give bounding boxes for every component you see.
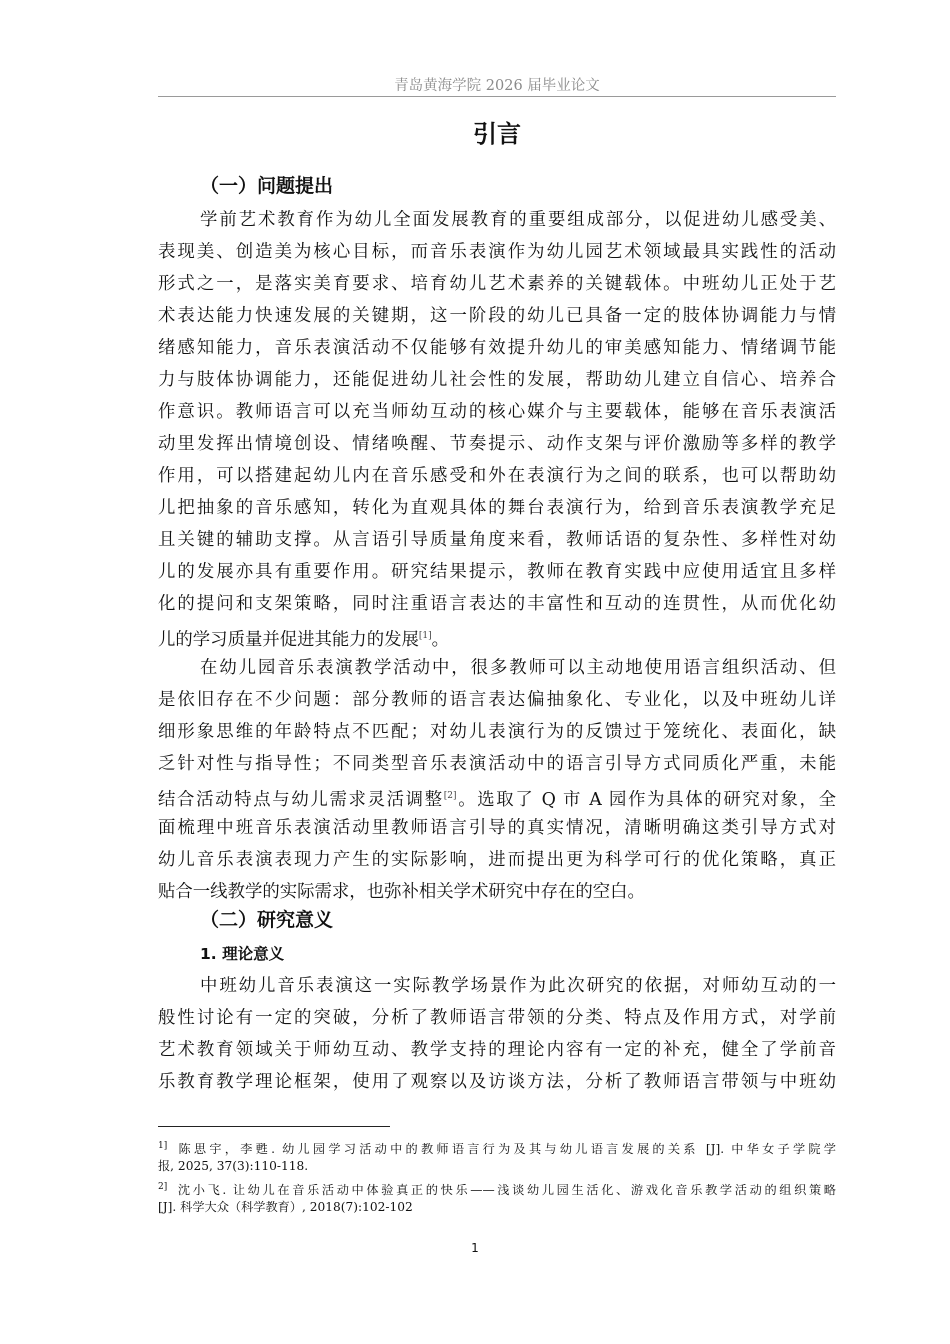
page-title: 引言 (473, 120, 521, 148)
text-line: 且关键的辅助支撑。从言语引导质量角度来看，教师话语的复杂性、多样性对幼 (158, 530, 836, 550)
text-line: 艺术教育领域关于师幼互动、教学支持的理论内容有一定的补充，健全了学前音 (158, 1040, 836, 1060)
text-line: 幼儿音乐表演表现力产生的实际影响，进而提出更为科学可行的优化策略，真正 (158, 850, 836, 870)
text-line: 动里发挥出情境创设、情绪唤醒、节奏提示、动作支架与评价激励等多样的教学 (158, 434, 836, 454)
text-line: 细形象思维的年龄特点不匹配；对幼儿表演行为的反馈过于笼统化、表面化，缺 (158, 722, 836, 742)
text-segment: 结合活动特点与幼儿需求灵活调整 (158, 790, 444, 810)
text-segment: 。选取了 Q 市 A 园作为具体的研究对象，全 (456, 790, 836, 810)
text-segment: 儿的学习质量并促进其能力的发展 (158, 630, 419, 650)
text-line: 在幼儿园音乐表演教学活动中，很多教师可以主动地使用语言组织活动、但 (200, 658, 836, 678)
subsection-heading-theory: 1. 理论意义 (200, 945, 285, 963)
text-line: 乏针对性与指导性；不同类型音乐表演活动中的语言引导方式同质化严重，未能 (158, 754, 836, 774)
footnote-text: 沈小飞. 让幼儿在音乐活动中体验真正的快乐——浅谈幼儿园生活化、游戏化音乐教学活动的组织策略 (175, 1183, 836, 1197)
footnote-divider (158, 1126, 390, 1127)
text-line: 术表达能力快速发展的关键期，这一阶段的幼儿已具备一定的肢体协调能力与情 (158, 306, 836, 326)
citation-2[interactable]: [2] (443, 791, 457, 801)
text-line: 形式之一，是落实美育要求、培育幼儿艺术素养的关键载体。中班幼儿正处于艺 (158, 274, 836, 294)
header-text: 青岛黄海学院 2026 届毕业论文 (394, 78, 600, 94)
text-line: 乐教育教学理论框架，使用了观察以及访谈方法，分析了教师语言带领与中班幼 (158, 1072, 836, 1092)
section-heading-problem: （一）问题提出 (200, 175, 334, 197)
citation-1[interactable]: [1] (418, 631, 432, 641)
footnote-mark: 2] (158, 1182, 168, 1192)
text-line: 化的提问和支架策略，同时注重语言表达的丰富性和互动的连贯性，从而优化幼 (158, 594, 836, 614)
text-line (158, 620, 836, 656)
section-heading-significance: （二）研究意义 (200, 909, 334, 931)
text-line: 表现美、创造美为核心目标，而音乐表演作为幼儿园艺术领域最具实践性的活动 (158, 242, 836, 262)
footnote-text: 陈思宇，李甦. 幼儿园学习活动中的教师语言行为及其与幼儿语言发展的关系 [J]. 中华女子学院学 (175, 1142, 836, 1156)
text-line: 儿把抽象的音乐感知，转化为直观具体的舞台表演行为，给到音乐表演教学充足 (158, 498, 836, 518)
header-divider (158, 96, 836, 97)
text-line: 中班幼儿音乐表演这一实际教学场景作为此次研究的依据，对师幼互动的一 (200, 976, 836, 996)
footnote-line: [J]. 科学大众（科学教育）, 2018(7):102-102 (158, 1200, 413, 1214)
text-segment: 。 (431, 630, 450, 650)
text-line: 儿的发展亦具有重要作用。研究结果提示，教师在教育实践中应使用适宜且多样 (158, 562, 836, 582)
text-line: 作用，可以搭建起幼儿内在音乐感受和外在表演行为之间的联系，也可以帮助幼 (158, 466, 836, 486)
text-line: 作意识。教师语言可以充当师幼互动的核心媒介与主要载体，能够在音乐表演活 (158, 402, 836, 422)
text-line: 力与肢体协调能力，还能促进幼儿社会性的发展，帮助幼儿建立自信心、培养合 (158, 370, 836, 390)
text-line: 面梳理中班音乐表演活动里教师语言引导的真实情况，清晰明确这类引导方式对 (158, 818, 836, 838)
text-line: 是依旧存在不少问题：部分教师的语言表达偏抽象化、专业化，以及中班幼儿详 (158, 690, 836, 710)
footnote-line: 报, 2025, 37(3):110-118. (158, 1159, 309, 1173)
text-line: 贴合一线教学的实际需求，也弥补相关学术研究中存在的空白。 (158, 882, 645, 902)
text-line (158, 780, 836, 816)
text-line: 绪感知能力，音乐表演活动不仅能够有效提升幼儿的审美感知能力、情绪调节能 (158, 338, 836, 358)
text-line: 般性讨论有一定的突破，分析了教师语言带领的分类、特点及作用方式，对学前 (158, 1008, 836, 1028)
text-line: 学前艺术教育作为幼儿全面发展教育的重要组成部分，以促进幼儿感受美、 (200, 210, 836, 230)
footnote-mark: 1] (158, 1141, 168, 1151)
page-number: 1 (471, 1241, 479, 1255)
